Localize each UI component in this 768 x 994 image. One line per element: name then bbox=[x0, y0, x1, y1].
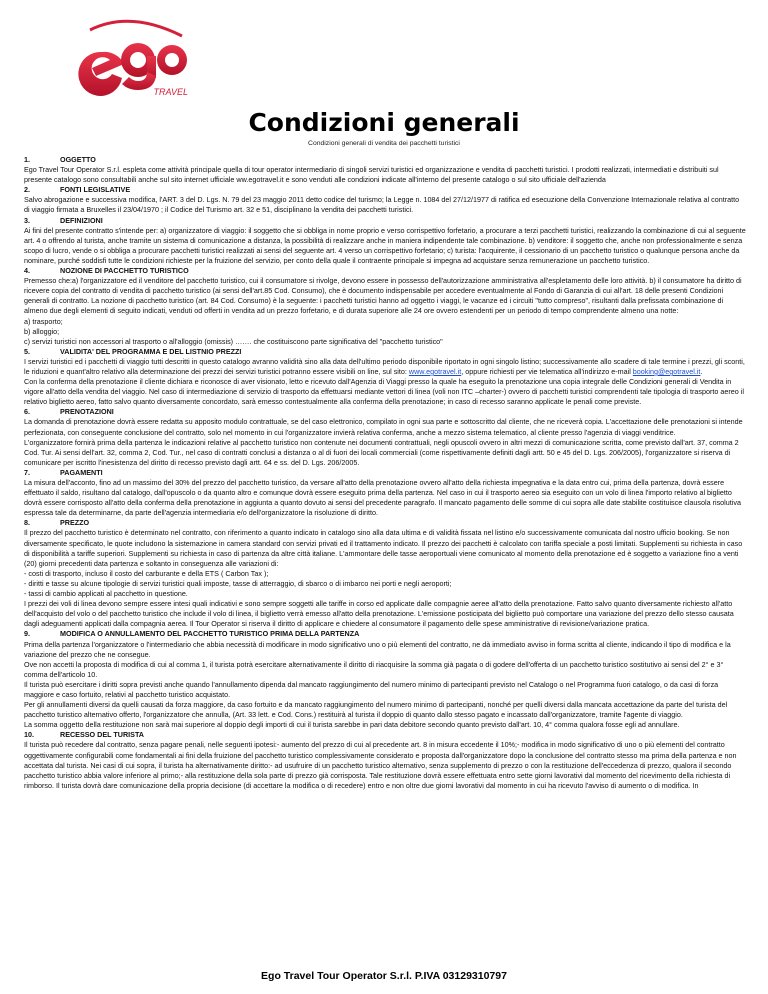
section-text: La misura dell'acconto, fino ad un massimo del 30% del prezzo del pacchetto turistico, da versare all'atto della prenotazione ovvero all'atto della richiesta impegnativa e la data entro cui, prima della partenza, dovrà essere effettuato il saldo, risultano dal catalogo, dall'opuscolo o da quanto altro e comunque dovrà essere eseguito prima della partenza. Nel caso in cui il trasporto aereo sia eseguito con un volo di linea l'importo relativo al biglietto dovrà essere corrisposto all'atto della conferma della prenotazione in aggiunta a quanto dovuto ai sensi del precedente paragrafo. Il mancato pagamento delle somme di cui sopra alle date stabilite costituisce clausola risolutiva espressa tale da determinarne, da parte dell'agenzia intermediaria e/o dell'organizzatore la risoluzione di diritto. bbox=[24, 478, 741, 518]
email-link[interactable]: booking@egotravel.it bbox=[632, 366, 701, 376]
section-text: Prima della partenza l'organizzatore o l'intermediario che abbia necessità di modificare in modo significativo uno o più elementi del contratto, ne dà immediato avviso in forma scritta al cliente, indicando il tipo di modifica e la variazione del prezzo che ne consegue. bbox=[24, 639, 731, 659]
list-item: c) servizi turistici non accessori al trasporto o all'alloggio (omissis) ……. che costituiscono parte significativa del "pacchetto turistico" bbox=[24, 336, 443, 346]
section-heading: 3. DEFINIZIONI bbox=[24, 215, 103, 225]
section-text: L'organizzatore fornirà prima della partenza le indicazioni relative al pacchetto turistico non contenute nei documenti contrattuali, negli opuscoli ovvero in altri mezzi di comunicazione scritta, come previsto dall'art. 37, comma 2 Cod. Tur. Ai sensi dell'art. 32, comma 2, Cod. Tur., nel caso di contratti conclusi a distanza o al di fuori dei locali commerciali (come rispettivamente definiti dagli artt. 50 e 45 del D. Lgs. 206/2005), l'organizzatore si riserva di comunicare per iscritto l'inesistenza del diritto di recesso previsto dagli artt. 64 e ss. del D. Lgs. 206/2005. bbox=[24, 437, 739, 467]
section-heading: 2. FONTI LEGISLATIVE bbox=[24, 185, 131, 195]
list-item: b) alloggio; bbox=[24, 326, 60, 336]
page-title: Condizioni generali bbox=[248, 108, 520, 137]
section-text: Il prezzo del pacchetto turistico è determinato nel contratto, con riferimento a quanto indicato in catalogo sino alla data ultima e di validità fissata nel listino e/o successivamente comunicata dal nostro ufficio booking. Se non diversamente specificato, le quote includono la sistemazione in camera standard con servizi privati ed il trattamento indicato. Il prezzo dei pacchetti è calcolato con tariffa speciale a posti limitati. Supplementi su richiesta in caso di disponibilità a tariffe superiori. Supplementi su richiesta in caso di partenza da altre città italiane. L'ammontare delle tasse aeroportuali viene comunicato al momento della prenotazione ed è soggetto a variazione fino a venti (20) giorni precedenti data partenza e soltanto in conseguenza alle variazioni di: bbox=[24, 528, 743, 568]
section-heading: 10. RECESSO DEL TURISTA bbox=[24, 730, 144, 740]
section-text: Il turista può esercitare i diritti sopra previsti anche quando l'annullamento dipenda dal mancato raggiungimento del numero minimo di partecipanti previsto nel Catalogo o nel Programma fuori catalogo, o da casi di forza maggiore e caso fortuito, relativi al pacchetto turistico acquistato. bbox=[24, 679, 719, 699]
list-item: - tassi di cambio applicati al pacchetto in questione. bbox=[24, 589, 188, 599]
section-heading: 9. MODIFICA O ANNULLAMENTO DEL PACCHETTO TURISTICO PRIMA DELLA PARTENZA bbox=[24, 629, 360, 639]
ego-travel-logo bbox=[72, 12, 190, 96]
section-heading: 4. NOZIONE DI PACCHETTO TURISTICO bbox=[24, 266, 189, 276]
page-subtitle: Condizioni generali di vendita dei pacchetti turistici bbox=[308, 140, 460, 147]
conditions-body bbox=[24, 155, 746, 791]
section-text: Il turista può recedere dal contratto, senza pagare penali, nelle seguenti ipotesi:- aumento del prezzo di cui al precedente art. 8 in misura eccedente il 10%;- modifica in modo significativo di uno o più elementi del contratto oggettivamente configurabili come fondamentali ai fini della fruizione del pacchetto turistico complessivamente considerato e proposta dall'organizzatore dopo la conclusione del contratto stesso ma prima della partenza e non accettata dal turista. Nei casi di cui sopra, il turista ha alternativamente diritto:- ad usufruire di un pacchetto turistico alternativo, senza supplemento di prezzo o con la restituzione dell'eccedenza di prezzo, qualora il secondo pacchetto turistico abbia valore inferiore al primo;- alla restituzione della sola parte di prezzo già corrisposta. Tale restituzione dovrà essere effettuata entro sette giorni lavorativi dal momento del ricevimento della richiesta di rimborso. Il turista dovrà dare comunicazione della propria decisione (di accettare la modifica o di recedere) entro e non oltre due giorni lavorativi dal momento in cui ha ricevuto l'avviso di aumento o di modifica. In bbox=[24, 740, 737, 790]
section-heading: 1. OGGETTO bbox=[24, 155, 96, 164]
section-text: I prezzi dei voli di linea devono sempre essere intesi quali indicativi e sono sempre soggetti alle tariffe in corso ed applicate dalle compagnie aeree all'atto della prenotazione. Fatto salvo quanto diversamente richiesto all'atto dell'acquisto del volo o del pacchetto turistico che include il volo di linea, il biglietto verrà emesso all'atto della prenotazione. L'emissione posticipata del biglietto può comportare una variazione del prezzo dello stesso causata dagli adeguamenti applicati dalla compagnia aerea. Il Tour Operator si riserva il diritto di applicare e chiedere al consumatore il pagamento delle spese amministrative di revisione/variazione pratica. bbox=[24, 599, 734, 629]
section-heading: 8. PREZZO bbox=[24, 518, 90, 528]
section-text: Per gli annullamenti diversi da quelli causati da forza maggiore, da caso fortuito e da mancato raggiungimento del numero minimo di partecipanti, nonché per quelli diversi dalla mancata accettazione da parte del turista del pacchetto turistico alternativo offerto, l'organizzatore che annulla, (Art. 33 lett. e Cod. Cons.) restituirà al turista il doppio di quanto dallo stesso pagato e incassato dall'organizzatore, tramite l'agente di viaggio. bbox=[24, 700, 728, 720]
logo-tagline: TRAVEL bbox=[153, 87, 188, 96]
section-text: Premesso che:a) l'organizzatore ed il venditore del pacchetto turistico, cui il consumatore si rivolge, devono essere in possesso dell'autorizzazione amministrativa all'espletamento delle loro attività. b) il consumatore ha diritto di ricevere copia del contratto di vendita di pacchetto turistico (ai sensi dell'art.85 Cod. Consumo), che è documento indispensabile per accedere eventualmente al Fondo di Garanzia di cui all'art. 18 delle presenti Condizioni generali di contratto. La nozione di pacchetto turistico (art. 84 Cod. Consumo) è la seguente: i pacchetti turistici hanno ad oggetto i viaggi, le vacanze ed i circuiti "tutto compreso", risultanti dalla prefissata combinazione di almeno due degli elementi di seguito indicati, venduti od offerti in vendita ad un prezzo forfetario, e di durata superiore alle 24 ore ovvero estendenti per un periodo di tempo comprendente almeno una notte: bbox=[24, 276, 742, 316]
section-text: Ove non accetti la proposta di modifica di cui al comma 1, il turista potrà esercitare alternativamente il diritto di riacquisire la somma già pagata o di godere dell'offerta di un pacchetto turistico sostitutivo ai sensi del 2° e 3° comma dell'articolo 10. bbox=[24, 659, 724, 679]
section-text: La somma oggetto della restituzione non sarà mai superiore al doppio degli importi di cui il turista sarebbe in pari data debitore secondo quanto previsto dall'art. 10, 4° comma qualora fosse egli ad annullare. bbox=[24, 720, 680, 730]
list-item: - costi di trasporto, incluso il costo del carburante e della ETS ( Carbon Tax ); bbox=[24, 568, 269, 578]
section-text: La domanda di prenotazione dovrà essere redatta su apposito modulo contrattuale, se del caso elettronico, compilato in ogni sua parte e sottoscritto dal cliente, che ne riceverà copia. L'accettazione delle prenotazioni si intende perfezionata, con conseguente conclusione del contratto, solo nel momento in cui l'organizzatore invierà relativa conferma, anche a mezzo sistema telematico, al cliente presso l'agenzia di viaggi venditrice. bbox=[24, 417, 743, 437]
section-text: I servizi turistici ed i pacchetti di viaggio tutti descritti in questo catalogo avranno validità sino alla data dell'ultimo periodo disponibile riportato in ogni singolo listino; successivamente allo scadere di tale termine i prezzi, gli sconti, le riduzioni e quant'altro relativo alla determinazione dei prezzi dei servizi turistici potranno essere visibili on line, sul sito: www.egotravel.it, oppure richiesti per vie telematica all'indirizzo e-mail booking@egotravel.it. bbox=[24, 356, 745, 376]
list-item: - diritti e tasse su alcune tipologie di servizi turistici quali imposte, tasse di atterraggio, di sbarco o di imbarco nei porti e negli aeroporti; bbox=[24, 578, 452, 588]
section-heading: 6. PRENOTAZIONI bbox=[24, 407, 114, 417]
company-footer: Ego Travel Tour Operator S.r.l. P.IVA 03129310797 bbox=[261, 970, 507, 982]
list-item: a) trasporto; bbox=[24, 316, 63, 326]
section-text: Ego Travel Tour Operator S.r.l. espleta come attività principale quella di tour operator intermediario di singoli servizi turistici ed organizzazione e vendita di pacchetti turistici. I prodotti realizzati, intermediati e distribuiti sul presente catalogo sono consultabili anche sul sito internet ufficiale ww.egotravel.it e sono venduti alle condizioni indicate all'interno del presente catalogo o sul sito ufficiale dell'azienda bbox=[24, 165, 719, 185]
section-text: Salvo abrogazione e successiva modifica, l'ART. 3 del D. Lgs. N. 79 del 23 maggio 2011 detto codice del turismo; la Legge n. 1084 del 27/12/1977 di ratifica ed esecuzione della Convenzione Internazionale relativa al contratto di viaggio firmata a Bruxelles il 23/04/1970 ; il Codice del Turismo art. 32 e 51, disciplinano la vendita dei pacchetti turistici. bbox=[24, 195, 740, 215]
section-text: Ai fini del presente contratto s'intende per: a) organizzatore di viaggio: il soggetto che si obbliga in nome proprio e verso corrispettivo forfetario, a procurare a terzi pacchetti turistici, realizzando la combinazione di cui al seguente art. 4 o offrendo al turista, anche tramite un sistema di comunicazione a distanza, la possibilità di realizzare anche in maniera indipendente tale combinazione. b) venditore: il soggetto che, anche non professionalmente e senza scopo di lucro, vende o si obbliga a procurare pacchetti turistici realizzati ai sensi del seguente art. 4 verso un corrispettivo forfetario; c) turista: l'acquirente, il cessionario di un pacchetto turistico o qualunque persona anche da nominare, purché soddisfi tutte le condizioni richieste per la fruizione del servizio, per conto della quale il contraente principale si impegna ad acquistare senza remunerazione un pacchetto turistico. bbox=[24, 225, 746, 265]
section-heading: 7. PAGAMENTI bbox=[24, 467, 103, 477]
website-link[interactable]: www.egotravel.it bbox=[408, 366, 462, 376]
section-heading: 5. VALIDITA' DEL PROGRAMMA E DEL LISTNIO PREZZI bbox=[24, 346, 242, 356]
section-text: Con la conferma della prenotazione il cliente dichiara e riconosce di aver visionato, letto e ricevuto dall'Agenzia di Viaggi presso la quale ha eseguito la prenotazione una copia integrale delle Condizioni generali di Vendita in vigore all'atto della vendita del viaggio. Nel caso di intermediazione di servizio di trasporto da effettuarsi mediante vettori di linea (voli non ITC –charter-) ovvero di pacchetti turistici comprendenti tale tipologia di trasporto aereo il relativo biglietto aereo, fatto salvo quanto diversamente concordato, sarà emesso contestualmente alla conferma della prenotazione; in caso di recesso saranno applicate le penali come previste. bbox=[24, 377, 744, 407]
